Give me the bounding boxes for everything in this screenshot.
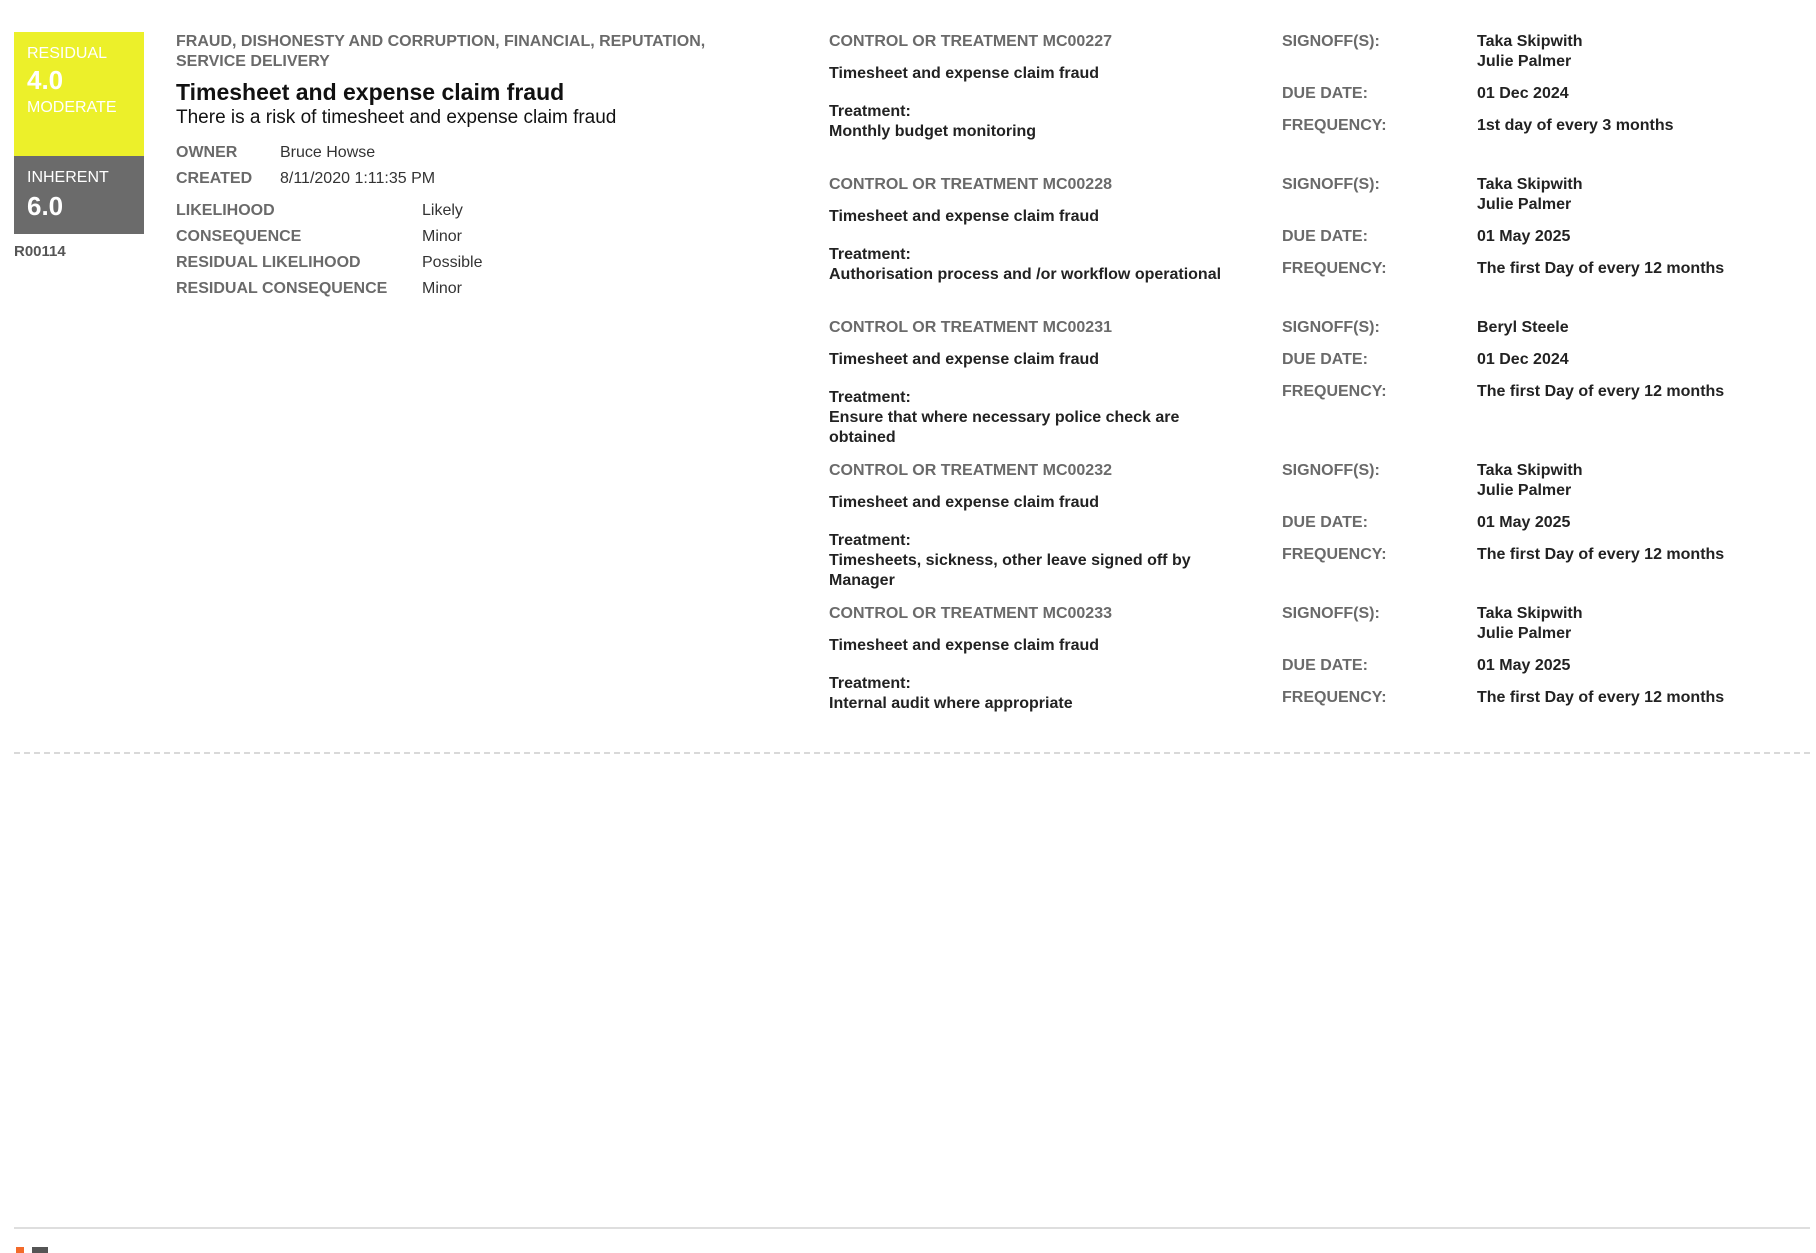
treatment-text: Authorisation process and /or workflow operational (829, 266, 1222, 283)
control-heading: CONTROL OR TREATMENT MC00227 (829, 33, 1112, 50)
residual-rating-box (14, 32, 144, 156)
frequency-label: FREQUENCY: (1282, 383, 1387, 400)
signoff-names (1477, 604, 1583, 644)
control-name: Timesheet and expense claim fraud (829, 65, 1100, 82)
control-heading: CONTROL OR TREATMENT MC00231 (829, 319, 1112, 336)
signoff-names (1477, 32, 1583, 72)
due-date-row (1282, 656, 1802, 676)
control-item (829, 318, 1789, 461)
residual-level: MODERATE (27, 99, 117, 116)
inherent-rating-box (14, 156, 144, 234)
treatment-label: Treatment: (829, 103, 911, 120)
owner-row (176, 140, 776, 166)
created-row (176, 166, 776, 192)
risk-details (176, 32, 776, 302)
control-info (829, 604, 1249, 714)
due-date-label: DUE DATE: (1282, 351, 1368, 368)
due-date-label: DUE DATE: (1282, 85, 1368, 102)
control-name: Timesheet and expense claim fraud (829, 351, 1100, 368)
treatment-text: Monthly budget monitoring (829, 123, 1037, 140)
due-date-value: 01 Dec 2024 (1477, 85, 1569, 102)
frequency-value: The first Day of every 12 months (1477, 689, 1725, 706)
control-schedule (1282, 461, 1802, 565)
due-date-row (1282, 84, 1802, 104)
control-item (829, 461, 1789, 604)
residual-consequence-row (176, 276, 776, 302)
due-date-value: 01 May 2025 (1477, 514, 1571, 531)
treatment-text: Internal audit where appropriate (829, 695, 1073, 712)
control-name: Timesheet and expense claim fraud (829, 208, 1100, 225)
frequency-label: FREQUENCY: (1282, 546, 1387, 563)
residual-likelihood-value: Possible (422, 254, 483, 271)
due-date-value: 01 May 2025 (1477, 228, 1571, 245)
frequency-label: FREQUENCY: (1282, 260, 1387, 277)
likelihood-value: Likely (422, 202, 463, 219)
control-item (829, 175, 1789, 318)
residual-consequence-value: Minor (422, 280, 463, 297)
treatment-text: Timesheets, sickness, other leave signed off by Manager (829, 552, 1191, 589)
consequence-row (176, 224, 776, 250)
signoff-names (1477, 318, 1569, 338)
due-date-value: 01 May 2025 (1477, 657, 1571, 674)
control-heading: CONTROL OR TREATMENT MC00232 (829, 462, 1112, 479)
due-date-label: DUE DATE: (1282, 657, 1368, 674)
signoff-name: Taka Skipwith (1477, 33, 1583, 50)
control-item (829, 32, 1789, 175)
controls-list (829, 32, 1789, 747)
residual-value: 4.0 (27, 65, 64, 95)
control-info (829, 32, 1249, 142)
frequency-value: 1st day of every 3 months (1477, 117, 1674, 134)
signoff-label: SIGNOFF(S): (1282, 176, 1380, 193)
frequency-value: The first Day of every 12 months (1477, 260, 1725, 277)
inherent-value: 6.0 (27, 191, 64, 221)
signoff-name: Taka Skipwith (1477, 605, 1583, 622)
created-value: 8/11/2020 1:11:35 PM (280, 170, 436, 187)
footer-rule (14, 1227, 1810, 1229)
due-date-row (1282, 513, 1802, 533)
consequence-label: CONSEQUENCE (176, 228, 302, 245)
treatment-label: Treatment: (829, 246, 911, 263)
inherent-label: INHERENT (27, 169, 109, 186)
consequence-value: Minor (422, 228, 463, 245)
risk-id: R00114 (14, 243, 66, 260)
residual-likelihood-label: RESIDUAL LIKELIHOOD (176, 254, 361, 271)
likelihood-row (176, 198, 776, 224)
signoff-name: Julie Palmer (1477, 196, 1572, 213)
treatment-label: Treatment: (829, 389, 911, 406)
frequency-row (1282, 382, 1802, 402)
control-schedule (1282, 318, 1802, 402)
signoff-name: Julie Palmer (1477, 625, 1572, 642)
risk-categories: FRAUD, DISHONESTY AND CORRUPTION, FINANCIAL, REPUTATION, SERVICE DELIVERY (176, 33, 706, 70)
residual-label: RESIDUAL (27, 45, 108, 62)
signoff-name: Julie Palmer (1477, 482, 1572, 499)
signoff-row (1282, 604, 1802, 644)
signoff-names (1477, 461, 1583, 501)
signoff-name: Julie Palmer (1477, 53, 1572, 70)
control-name: Timesheet and expense claim fraud (829, 494, 1100, 511)
due-date-label: DUE DATE: (1282, 514, 1368, 531)
owner-label: OWNER (176, 144, 238, 161)
signoff-row (1282, 318, 1802, 338)
likelihood-label: LIKELIHOOD (176, 202, 275, 219)
residual-consequence-label: RESIDUAL CONSEQUENCE (176, 280, 388, 297)
footer-logo-icon (14, 1245, 54, 1253)
signoff-label: SIGNOFF(S): (1282, 319, 1380, 336)
signoff-name: Taka Skipwith (1477, 462, 1583, 479)
frequency-label: FREQUENCY: (1282, 689, 1387, 706)
signoff-row (1282, 175, 1802, 215)
control-info (829, 175, 1249, 285)
frequency-row (1282, 259, 1802, 279)
control-schedule (1282, 32, 1802, 136)
control-heading: CONTROL OR TREATMENT MC00233 (829, 605, 1112, 622)
due-date-row (1282, 350, 1802, 370)
control-heading: CONTROL OR TREATMENT MC00228 (829, 176, 1112, 193)
signoff-label: SIGNOFF(S): (1282, 462, 1380, 479)
signoff-label: SIGNOFF(S): (1282, 605, 1380, 622)
signoff-row (1282, 32, 1802, 72)
treatment-label: Treatment: (829, 532, 911, 549)
frequency-value: The first Day of every 12 months (1477, 546, 1725, 563)
due-date-value: 01 Dec 2024 (1477, 351, 1569, 368)
risk-description: There is a risk of timesheet and expense claim fraud (176, 107, 617, 128)
section-divider (14, 752, 1810, 754)
signoff-name: Beryl Steele (1477, 319, 1569, 336)
control-name: Timesheet and expense claim fraud (829, 637, 1100, 654)
frequency-row (1282, 116, 1802, 136)
owner-value: Bruce Howse (280, 144, 376, 161)
signoff-label: SIGNOFF(S): (1282, 33, 1380, 50)
treatment-text: Ensure that where necessary police check are obtained (829, 409, 1180, 446)
risk-assessment (176, 198, 776, 302)
due-date-label: DUE DATE: (1282, 228, 1368, 245)
frequency-value: The first Day of every 12 months (1477, 383, 1725, 400)
risk-owner-created (176, 140, 776, 192)
frequency-label: FREQUENCY: (1282, 117, 1387, 134)
control-schedule (1282, 604, 1802, 708)
risk-rating-block (14, 32, 144, 234)
risk-title: Timesheet and expense claim fraud (176, 79, 565, 105)
frequency-row (1282, 545, 1802, 565)
treatment-label: Treatment: (829, 675, 911, 692)
control-item (829, 604, 1789, 747)
signoff-row (1282, 461, 1802, 501)
created-label: CREATED (176, 170, 253, 187)
signoff-name: Taka Skipwith (1477, 176, 1583, 193)
residual-likelihood-row (176, 250, 776, 276)
control-info (829, 318, 1249, 448)
due-date-row (1282, 227, 1802, 247)
signoff-names (1477, 175, 1583, 215)
control-schedule (1282, 175, 1802, 279)
control-info (829, 461, 1249, 591)
frequency-row (1282, 688, 1802, 708)
